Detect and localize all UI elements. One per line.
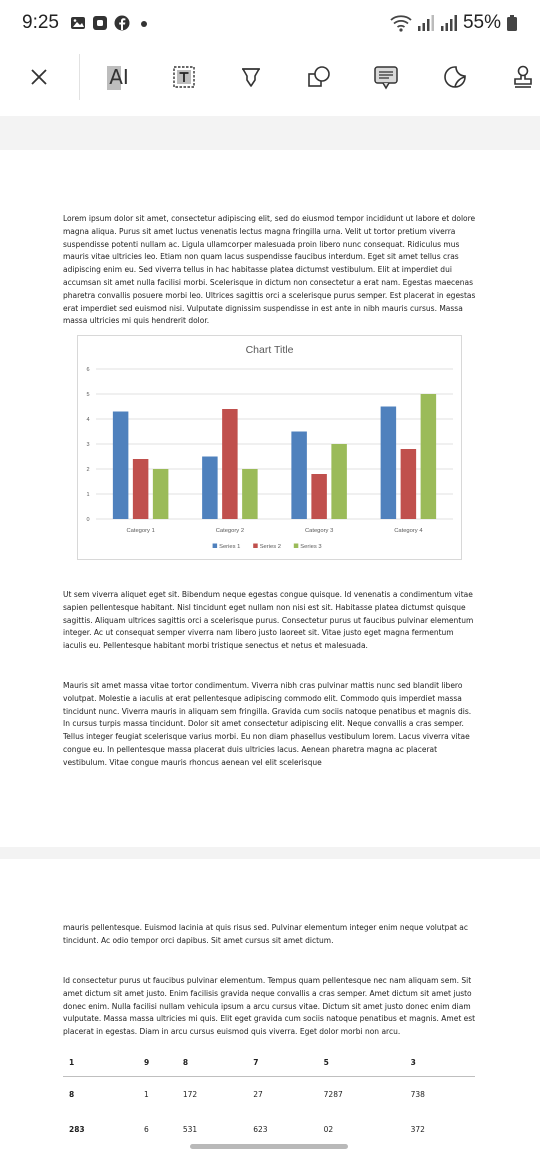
- comment-button[interactable]: [371, 62, 401, 92]
- paragraph-2: Ut sem viverra aliquet eget sit. Bibendum neque egestas congue quisque. Id venenatis a condimentum vitae sapien pellentesque habitant. Nisl tincidunt eget nullam non nisi est sit. Habitasse platea dictumst quisque sagittis. Aliquam ultrices sagittis orci a scelerisque purus. Consectetur purus ut faucibus pulvinar elementum integer. Ac ut consequat semper viverra nam libero justo laoreet sit. Vitae justo eget magna fermentum iaculis eu. Pellentesque habitant morbi tristique senectus et netus et malesuada.: [63, 590, 474, 651]
- dot-icon: [136, 15, 152, 31]
- paragraph-3: Mauris sit amet massa vitae tortor condimentum. Viverra nibh cras pulvinar mattis nunc sed blandit libero volutpat. Molestie a iaculis at erat pellentesque adipiscing commodo elit. Commodo quis imperdiet massa tincidunt nunc. Viverra mauris in aliquam sem fringilla. Gravida cum sociis natoque penatibus et magnis dis. In cursus turpis massa tincidunt. Dolor sit amet consectetur adipiscing elit. Neque convallis a cras semper. Tellus integer feugiat scelerisque varius morbi. Eu non diam phasellus vestibulum lorem. Lacus viverra vitae congue eu. In pellentesque massa placerat duis ultricies lacus. Aenean pharetra magna ac placerat vestibulum. Vitae congue mauris rhoncus aenean vel elit scelerisque: [63, 681, 472, 767]
- y-tick-label: 4: [86, 417, 90, 423]
- legend-swatch: [253, 544, 258, 549]
- bar: [133, 459, 149, 519]
- table-cell: 283: [69, 1124, 85, 1134]
- battery-icon: [506, 14, 518, 32]
- page-separator: [0, 116, 540, 150]
- table-cell: 6: [144, 1124, 149, 1134]
- home-indicator[interactable]: [190, 1144, 348, 1149]
- x-tick-label: Category 4: [394, 528, 423, 534]
- table-row: [63, 1076, 475, 1112]
- table-cell: 7: [247, 1052, 317, 1076]
- table-cell: 623: [253, 1124, 268, 1134]
- table-cell: 172: [182, 1089, 198, 1099]
- text-format-button[interactable]: [102, 62, 136, 92]
- table-cell: 9: [138, 1052, 177, 1076]
- y-tick-label: 2: [86, 467, 90, 473]
- battery-percent: 55%: [462, 12, 501, 33]
- editing-toolbar: [0, 48, 540, 106]
- table-cell: 1: [63, 1052, 138, 1076]
- paragraph-1: Lorem ipsum dolor sit amet, consectetur adipiscing elit, sed do eiusmod tempor incididunt ut labore et dolore magna aliqua. Purus sit amet luctus venenatis lectus magna fringilla urna. Velit ut tortor pretium viverra suspendisse potenti nullam ac. Ligula ullamcorper malesuada proin libero nunc consequat. Ridiculus mus mauris vitae ultricies leo. Etiam non quam lacus suspendisse faucibus interdum. Eget sit amet tellus cras adipiscing enim eu. Sed viverra tellus in hac habitasse platea dictumst vestibulum. Elit at imperdiet dui accumsan sit amet nulla facilisi morbi. Scelerisque in dictum non consectetur a erat nam. Egestas maecenas pharetra convallis posuere morbi leo. Ultrices sagittis orci a scelerisque purus semper. Est placerat in egestas erat imperdiet sed euismod nisi. Vulputate dignissim suspendisse in est ante in nibh mauris cursus. Massa massa ultricies mi quis hendrerit dolor.: [63, 214, 476, 326]
- paragraph-4: mauris pellentesque. Euismod lacinia at quis risus sed. Pulvinar elementum integer enim neque volutpat ac tincidunt. Ac odio tempor orci dapibus. Sit amet cursus sit amet dictum.: [63, 923, 468, 945]
- table-cell: 738: [410, 1089, 425, 1099]
- shapes-icon: [306, 64, 332, 90]
- bar: [331, 444, 347, 519]
- text-box-button[interactable]: [169, 62, 199, 92]
- status-bar: [0, 0, 540, 48]
- sticker-button[interactable]: [440, 62, 470, 92]
- legend-label: Series 1: [219, 544, 241, 550]
- table-row: [63, 1052, 475, 1076]
- signal-icon-2: [440, 14, 458, 32]
- page-separator: [0, 847, 540, 859]
- bar: [242, 469, 258, 519]
- table-cell: 372: [410, 1124, 425, 1134]
- table-cell: 3: [405, 1052, 475, 1076]
- signal-icon: [417, 14, 435, 32]
- highlighter-icon: [238, 64, 264, 90]
- y-tick-label: 3: [86, 442, 90, 448]
- bar: [153, 469, 169, 519]
- close-button[interactable]: [24, 62, 54, 92]
- y-tick-label: 5: [86, 392, 90, 398]
- highlighter-button[interactable]: [236, 62, 266, 92]
- bar: [421, 394, 437, 519]
- bar: [291, 432, 307, 520]
- square-app-icon: [92, 15, 108, 31]
- facebook-icon: [114, 15, 130, 31]
- x-tick-label: Category 2: [215, 528, 245, 534]
- stamp-icon: [510, 64, 536, 90]
- text-box-icon: [171, 64, 197, 90]
- chart-title: Chart Title: [245, 344, 294, 356]
- table-cell: 531: [182, 1124, 198, 1134]
- y-tick-label: 6: [86, 367, 90, 373]
- legend-label: Series 2: [259, 544, 281, 550]
- toolbar-divider: [79, 54, 80, 100]
- data-table: [63, 1052, 475, 1146]
- close-icon: [29, 67, 49, 87]
- table-cell: 02: [323, 1124, 334, 1134]
- y-tick-label: 0: [86, 517, 90, 523]
- table-cell: 5: [318, 1052, 405, 1076]
- x-tick-label: Category 3: [304, 528, 334, 534]
- table-cell: 8: [177, 1052, 247, 1076]
- bar: [202, 457, 218, 520]
- bar: [381, 407, 397, 520]
- table-row: [63, 1112, 475, 1146]
- bar: [113, 412, 129, 520]
- system-status: [390, 12, 518, 34]
- image-icon: [70, 15, 86, 31]
- legend-swatch: [294, 544, 299, 549]
- x-tick-label: Category 1: [126, 528, 155, 534]
- table-cell: 1: [144, 1089, 149, 1099]
- y-tick-label: 1: [86, 492, 90, 498]
- chart-canvas: [78, 336, 463, 561]
- notification-icons: [70, 15, 152, 31]
- table-cell: 7287: [323, 1089, 343, 1099]
- text-format-icon: AI: [109, 65, 129, 89]
- paragraph-5: Id consectetur purus ut faucibus pulvinar elementum. Tempus quam pellentesque nec nam aliquam sem. Sit amet dictum sit amet justo. Enim facilisis gravida neque convallis a cras semper. Amet dictum sit amet justo donec enim. Nulla facilisi nullam vehicula ipsum a arcu cursus vitae. Dictum sit amet justo donec enim diam vulputate. Massa massa ultricies mi quis. Elit eget gravida cum sociis natoque penatibus et magnis. Amet est placerat in egestas. Diam in arcu cursus euismod quis viverra. Eget dolor morbi non arcu.: [63, 976, 476, 1037]
- status-time: 9:25: [22, 12, 59, 33]
- table-cell: 8: [69, 1089, 75, 1099]
- legend-label: Series 3: [300, 544, 322, 550]
- bar: [401, 449, 417, 519]
- table-cell: 27: [253, 1089, 263, 1099]
- bar: [222, 409, 238, 519]
- stamp-button[interactable]: [508, 62, 538, 92]
- wifi-icon: [390, 14, 412, 32]
- legend-swatch: [213, 544, 218, 549]
- sticker-icon: [442, 64, 468, 90]
- shapes-button[interactable]: [304, 62, 334, 92]
- comment-icon: [373, 64, 399, 90]
- bar: [311, 474, 327, 519]
- embedded-chart[interactable]: [77, 335, 462, 560]
